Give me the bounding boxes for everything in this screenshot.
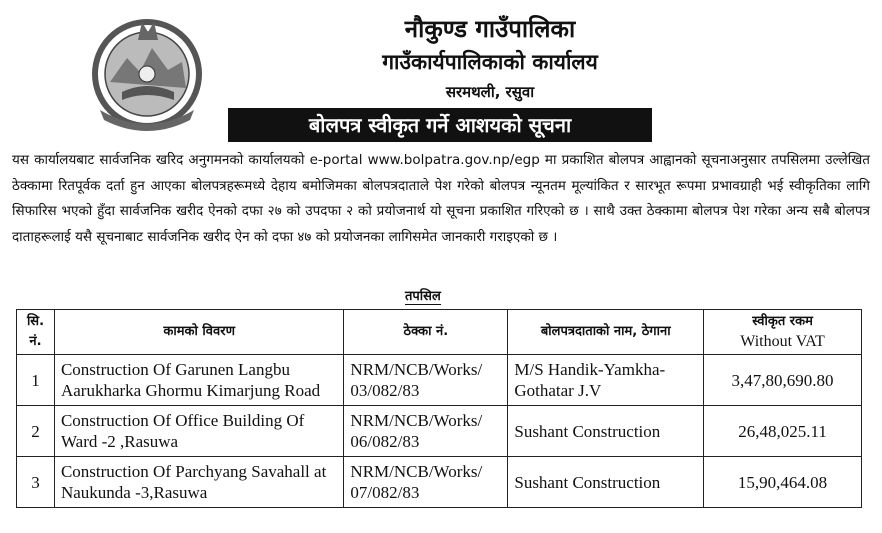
header-amount-label: स्वीकृत रकम <box>752 314 813 329</box>
row-contract-no: NRM/NCB/Works/ 07/082/83 <box>344 457 508 508</box>
header-contract-no: ठेक्का नं. <box>344 310 508 355</box>
row-amount: 3,47,80,690.80 <box>704 355 862 406</box>
notice-body: यस कार्यालयबाट सार्वजनिक खरिद अनुगमनको कार्यालयको e-portal www.bolpatra.gov.np/egp मा प्रकाशित बोलपत्र आह्वानको सूचनाअनुसार तपसिलमा उल्लेखित ठेक्कामा रितपूर्वक दर्ता हुन आएका बोलपत्रहरूमध्ये देहाय बमोजिमका बोलपत्रदाताले पेश गरेको बोलपत्र न्यूनतम मूल्यांकित र सारभूत रूपमा प्रभावग्राही भई स्वीकृतिका लागि सिफारिस भएको हुँदा सार्वजनिक खरीद ऐनको दफा २७ को उपदफा २ को प्रयोजनार्थ यो सूचना प्रकाशित गरिएको छ । साथै उक्त ठेक्कामा बोलपत्र पेश गरेका अन्य सबै बोलपत्र दाताहरूलाई यसै सूचनाबाट सार्वजनिक खरीद ऐन को दफा ४७ को प्रयोजनका लागिसमेत जानकारी गराइएको छ । <box>12 152 870 245</box>
award-table <box>16 309 862 508</box>
row-contract-no: NRM/NCB/Works/ 03/082/83 <box>344 355 508 406</box>
municipality-name: नौकुण्ड गाउँपालिका <box>404 15 576 43</box>
row-amount: 15,90,464.08 <box>704 457 862 508</box>
row-description: Construction Of Parchyang Savahall at Naukunda -3,Rasuwa <box>54 457 343 508</box>
row-sn: 1 <box>17 355 55 406</box>
header-amount-note: Without VAT <box>740 333 825 350</box>
row-description: Construction Of Garunen Langbu Aarukharka Ghormu Kimarjung Road <box>54 355 343 406</box>
row-description: Construction Of Office Building Of Ward -2 ,Rasuwa <box>54 406 343 457</box>
table-header-row <box>17 310 862 355</box>
table-row <box>17 406 862 457</box>
office-name: गाउँकार्यपालिकाको कार्यालय <box>382 50 598 74</box>
row-bidder: Sushant Construction <box>508 457 704 508</box>
row-contract-no: NRM/NCB/Works/ 06/082/83 <box>344 406 508 457</box>
nepal-government-emblem <box>82 10 212 134</box>
header-amount <box>704 310 862 355</box>
row-bidder: Sushant Construction <box>508 406 704 457</box>
header-description: कामको विवरण <box>54 310 343 355</box>
header-sn: सि. नं. <box>17 310 55 355</box>
header-bidder: बोलपत्रदाताको नाम, ठेगाना <box>508 310 704 355</box>
notice-title: बोलपत्र स्वीकृत गर्ने आशयको सूचना <box>228 108 652 142</box>
table-row <box>17 355 862 406</box>
office-address: सरमथली, रसुवा <box>445 83 535 101</box>
row-sn: 3 <box>17 457 55 508</box>
table-caption: तपसिल <box>405 286 441 305</box>
row-sn: 2 <box>17 406 55 457</box>
row-amount: 26,48,025.11 <box>704 406 862 457</box>
row-bidder: M/S Handik-Yamkha-Gothatar J.V <box>508 355 704 406</box>
table-row <box>17 457 862 508</box>
